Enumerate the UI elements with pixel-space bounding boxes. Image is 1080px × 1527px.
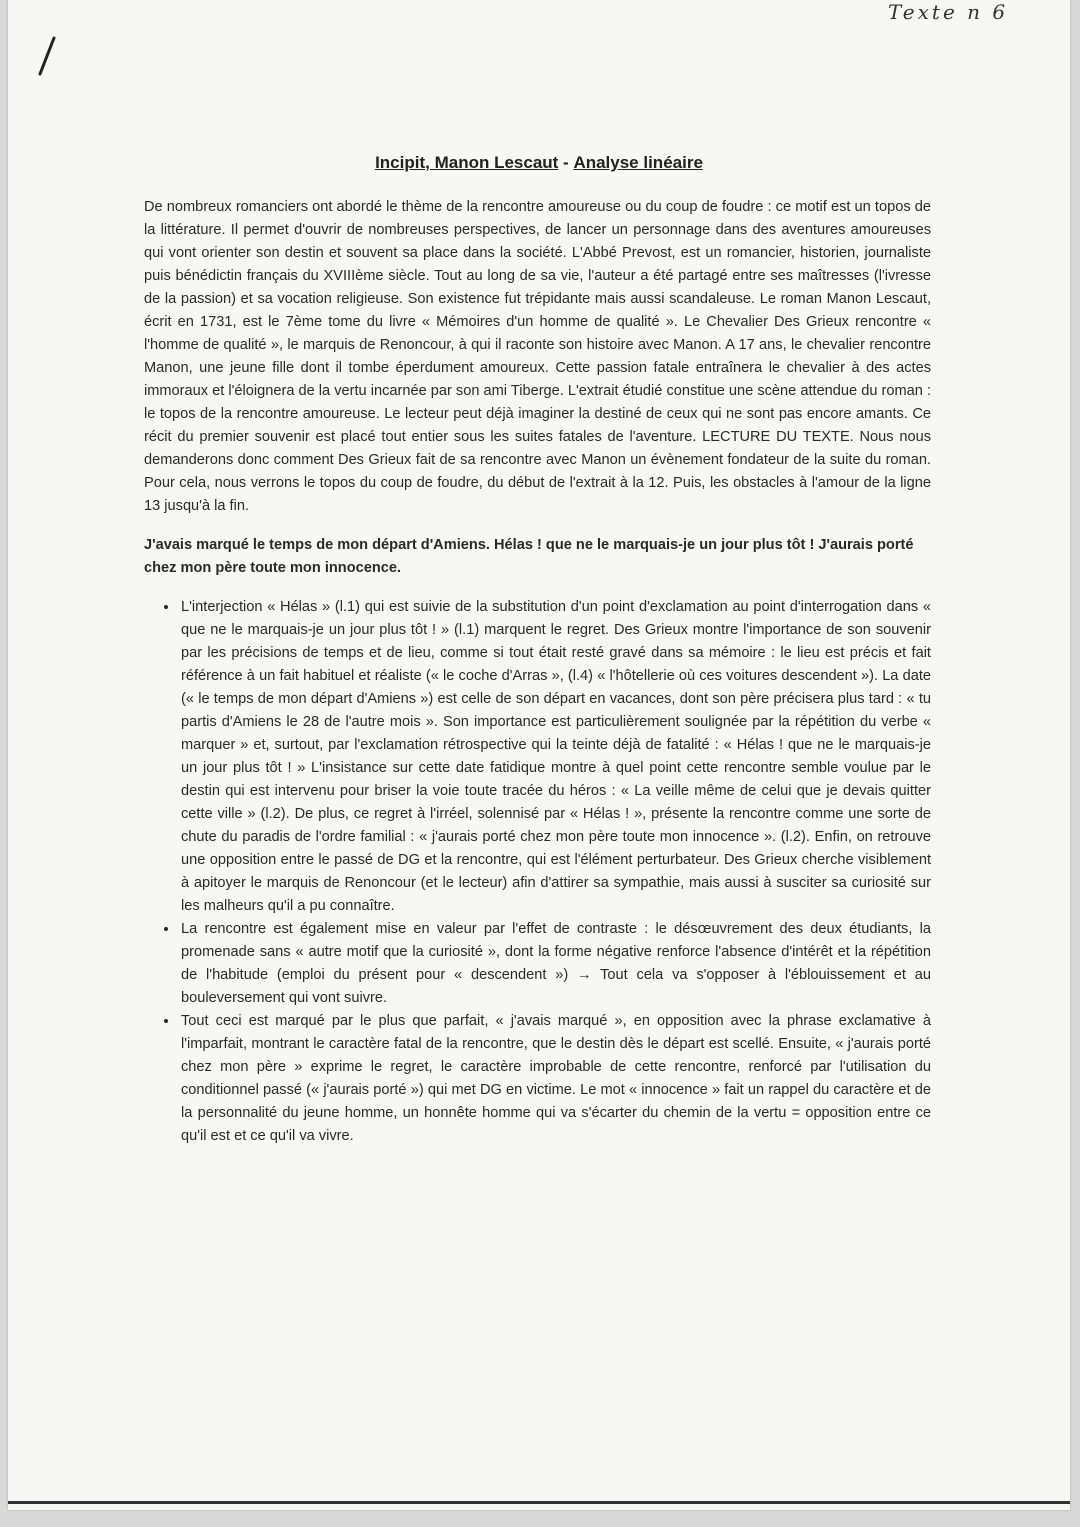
analysis-bullet: • La rencontre est également mise en valeur par l'effet de contraste : le désœuvrement des deux étudiants, la promenade sans « autre motif que la curiosité », dont la forme négative renforce l'absence d'intérêt et la répétition de l'habitude (emploi du présent pour « descendent ») → Tout cela va s'opposer à l'éblouissement et au bouleversement qui vont suivre. <box>179 918 931 1010</box>
intro-paragraph: De nombreux romanciers ont abordé le thème de la rencontre amoureuse ou du coup de foudre : ce motif est un topos de la littérature. Il permet d'ouvrir de nombreuses perspectives, de lancer un personnage dans des aventures amoureuses qui vont orienter son destin et souvent sa place dans la société. L'Abbé Prevost, est un romancier, historien, journaliste puis bénédictin français du XVIIIème siècle. Tout au long de sa vie, l'auteur a été partagé entre ses maîtresses (l'ivresse de la passion) et sa vocation religieuse. Son existence fut trépidante mais aussi scandaleuse. Le roman Manon Lescaut, écrit en 1731, est le 7ème tome du livre « Mémoires d'un homme de qualité ». Le Chevalier Des Grieux rencontre « l'homme de qualité », le marquis de Renoncour, à qui il raconte son histoire avec Manon. A 17 ans, le chevalier rencontre Manon, une jeune fille dont il tombe éperdument amoureux. Cette passion fatale entraînera le chevalier à des actes immoraux et l'éloignera de la vertu incarnée par son ami Tiberge. L'extrait étudié constitue une scène attendue du roman : le topos de la rencontre amoureuse. Le lecteur peut déjà imaginer la destiné de ceux qui ne sont pas encore amants. Ce récit du premier souvenir est placé tout entier sous les suites fatales de l'aventure. LECTURE DU TEXTE. Nous nous demanderons donc comment Des Grieux fait de sa rencontre avec Manon un évènement fondateur de la suite du roman. Pour cela, nous verrons le topos du coup de foudre, du début de l'extrait à la 12. Puis, les obstacles à l'amour de la ligne 13 jusqu'à la fin. <box>144 199 931 514</box>
handwritten-note: Texte n 6 <box>888 0 1009 24</box>
document-body <box>144 196 931 1148</box>
handwritten-slash-mark <box>38 36 56 76</box>
page-title <box>8 153 1070 173</box>
title-separator: - <box>558 153 574 172</box>
analysis-bullet: • L'interjection « Hélas » (l.1) qui est suivie de la substitution d'un point d'exclamation au point d'interrogation dans « que ne le marquais-je un jour plus tôt ! » (l.1) marquent le regret. Des Grieux montre l'importance de son souvenir par les précisions de temps et de lieu, comme si tout était resté gravé dans sa mémoire : le lieu est précis et fait référence à un fait habituel et réaliste (« le coche d'Arras », (l.4) « l'hôtellerie où ces voitures descendent »). La date (« le temps de mon départ d'Amiens ») est celle de son départ en vacances, dont son père précisera plus tard : « tu partis d'Amiens le 28 de l'autre mois ». Son importance est particulièrement soulignée par la répétition du verbe « marquer » et, surtout, par l'exclamation rétrospective qui la teinte déjà de fatalité : « Hélas ! que ne le marquais-je un jour plus tôt ! » L'insistance sur cette date fatidique montre à quel point cette rencontre semble voulue par le destin qui est intervenu pour briser la voie toute tracée du héros : « La veille même de celui que je devais quitter cette ville » (l.2). De plus, ce regret à l'irréel, solennisé par « Hélas ! », présente la rencontre comme une sorte de chute du paradis de l'ordre familial : « j'aurais porté chez mon père toute mon innocence ». (l.2). Enfin, on retrouve une opposition entre le passé de DG et la rencontre, qui est l'élément perturbateur. Des Grieux cherche visiblement à apitoyer le marquis de Renoncour (et le lecteur) afin d'attirer sa sympathie, mais aussi à susciter sa curiosité sur les malheurs qu'il a pu connaître. <box>179 596 931 918</box>
title-part2: Analyse linéaire <box>573 153 703 172</box>
title-part1: Incipit, Manon Lescaut <box>375 153 559 172</box>
bottom-rule <box>8 1501 1070 1504</box>
analysis-list <box>144 596 931 1148</box>
quoted-excerpt: J'avais marqué le temps de mon départ d'Amiens. Hélas ! que ne le marquais-je un jour plus tôt ! J'aurais porté chez mon père toute mon innocence. <box>144 537 914 576</box>
document-page <box>8 0 1070 1510</box>
analysis-bullet: • Tout ceci est marqué par le plus que parfait, « j'avais marqué », en opposition avec la phrase exclamative à l'imparfait, montrant le caractère fatal de la rencontre, que le destin dès le départ est scellé. Ensuite, « j'aurais porté chez mon père » exprime le regret, le caractère improbable de cette rencontre, renforcé par l'utilisation du conditionnel passé (« j'aurais porté ») qui met DG en victime. Le mot « innocence » fait un rappel du caractère et de la personnalité du jeune homme, un honnête homme qui va s'écarter du chemin de la vertu = opposition entre ce qu'il est et ce qu'il va vivre. <box>179 1010 931 1148</box>
